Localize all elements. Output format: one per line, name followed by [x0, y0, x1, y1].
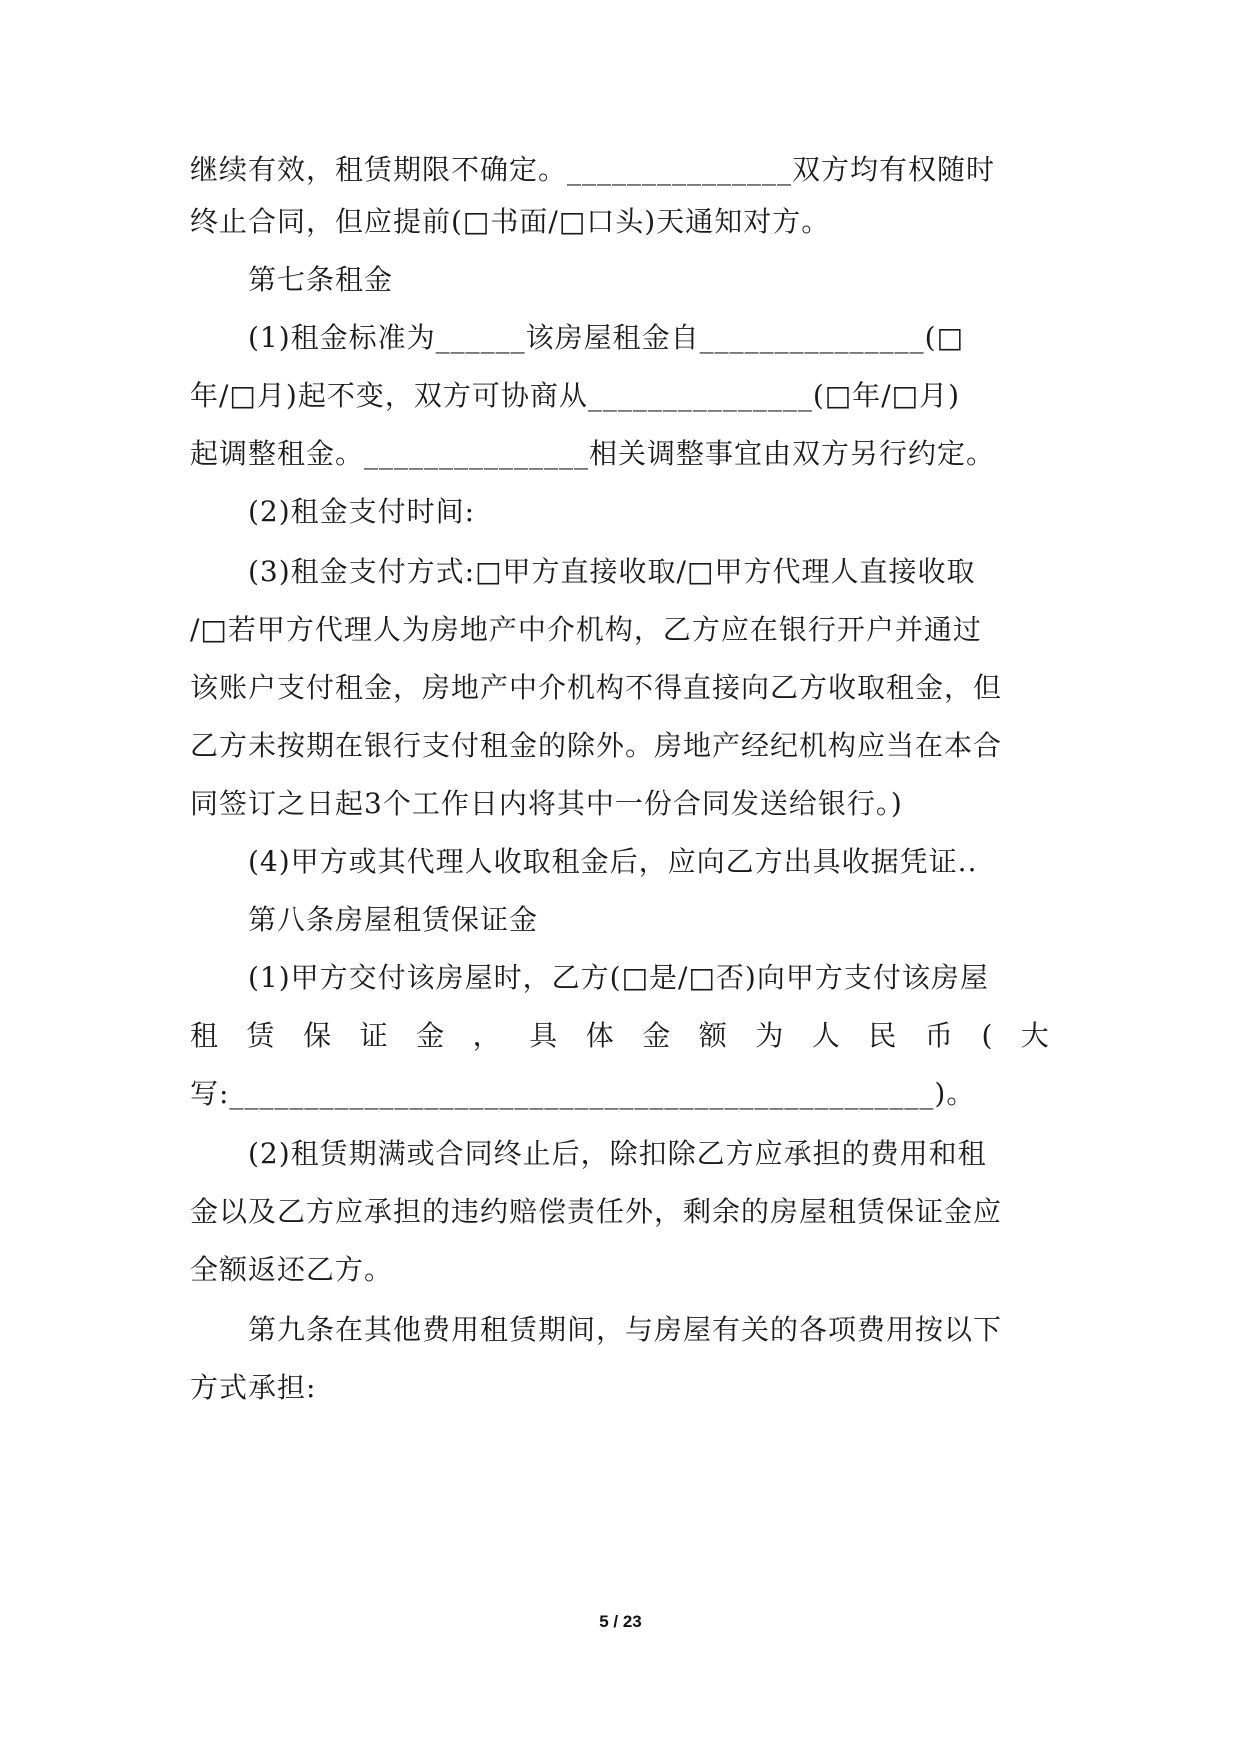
justified-char: 租	[190, 1019, 220, 1052]
justified-char: 体	[585, 1019, 615, 1052]
text-line-9: /□若甲方代理人为房地产中介机构，乙方应在银行开户并通过	[190, 613, 982, 646]
justified-char: 证	[359, 1019, 389, 1052]
justified-char: ，	[472, 1019, 502, 1052]
article-8-heading: 第八条房屋租赁保证金	[248, 903, 539, 936]
text-line-8: (3)租金支付方式:□甲方直接收取/□甲方代理人直接收取	[248, 555, 976, 588]
text-line-1: 继续有效，租赁期限不确定。_______________双方均有权随时	[190, 153, 996, 186]
text-line-10: 该账户支付租金，房地产中介机构不得直接向乙方收取租金，但	[190, 671, 1003, 704]
text-line-11: 乙方未按期在银行支付租金的除外。房地产经纪机构应当在本合	[190, 729, 1003, 762]
text-line-17: 写:_______________________________________________)。	[190, 1077, 976, 1110]
text-line-13: (4)甲方或其代理人收取租金后，应向乙方出具收据凭证..	[248, 845, 978, 878]
justified-char: 大	[1020, 1019, 1050, 1052]
text-line-2: 终止合同，但应提前(□书面/□口头)天通知对方。	[190, 205, 831, 238]
text-line-22: 方式承担:	[190, 1371, 317, 1404]
justified-char: 为	[755, 1019, 785, 1052]
text-line-20: 全额返还乙方。	[190, 1253, 394, 1286]
text-line-16	[190, 1016, 1050, 1056]
justified-char: 额	[698, 1019, 728, 1052]
justified-char: (	[981, 1019, 994, 1052]
text-line-7: (2)租金支付时间:	[248, 495, 476, 528]
justified-char: 赁	[246, 1019, 276, 1052]
article-7-heading: 第七条租金	[248, 263, 394, 296]
justified-char: 金	[416, 1019, 446, 1052]
justified-char: 币	[924, 1019, 954, 1052]
text-line-18: (2)租赁期满或合同终止后，除扣除乙方应承担的费用和租	[248, 1137, 987, 1170]
justified-char: 民	[868, 1019, 898, 1052]
text-line-19: 金以及乙方应承担的违约赔偿责任外，剩余的房屋租赁保证金应	[190, 1195, 1003, 1228]
justified-char: 金	[642, 1019, 672, 1052]
article-9-heading: 第九条在其他费用租赁期间，与房屋有关的各项费用按以下	[248, 1313, 1003, 1346]
justified-char: 人	[811, 1019, 841, 1052]
justified-char: 保	[303, 1019, 333, 1052]
text-line-6: 起调整租金。_______________相关调整事宜由双方另行约定。	[190, 437, 996, 470]
text-line-5: 年/□月)起不变，双方可协商从_______________(□年/□月)	[190, 379, 961, 412]
text-line-15: (1)甲方交付该房屋时，乙方(□是/□否)向甲方支付该房屋	[248, 961, 989, 994]
text-line-4: (1)租金标准为______该房屋租金自_______________(□	[248, 321, 965, 354]
justified-char: 具	[529, 1019, 559, 1052]
page-indicator: 5 / 23	[599, 1612, 642, 1631]
text-line-12: 同签订之日起3个工作日内将其中一份合同发送给银行。)	[190, 787, 903, 820]
